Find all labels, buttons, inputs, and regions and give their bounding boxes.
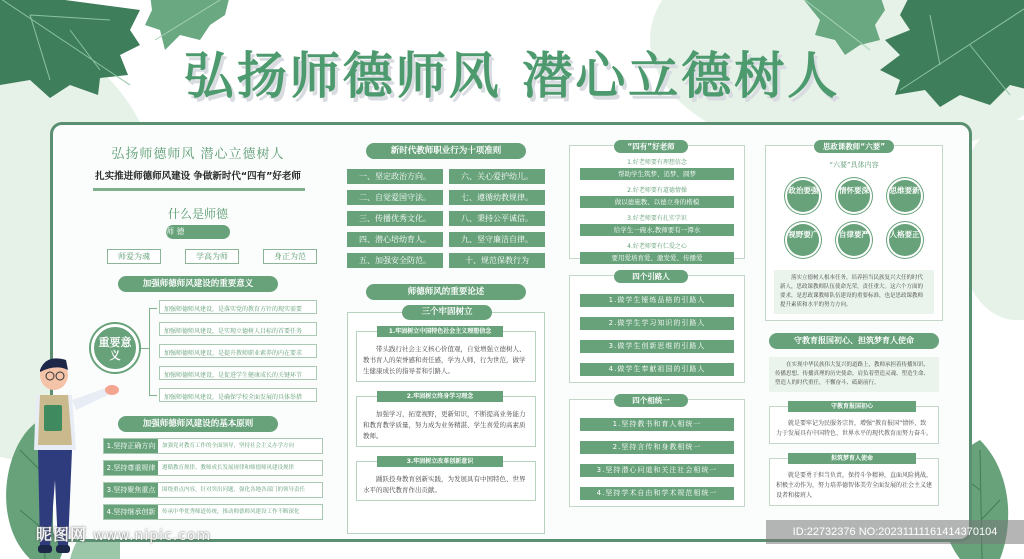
four-have-item-bar: 做以德施教、以德立身的楷模 [580,196,734,208]
rule-item: 一、坚定政治方向。 [347,169,443,184]
rule-item: 六、关心爱护幼儿。 [449,169,545,184]
firm-caption: 3.牢固树立改革创新意识 [377,456,503,467]
unity-item: 4.坚持学术自由和学术规范相统一 [580,487,734,500]
firm-item [356,458,536,501]
three-firm-title: 三个牢固树立 [402,305,492,320]
rule-item: 七、遵循幼教规律。 [449,190,545,205]
four-have-item-title: 2.好老师要有道德情操 [627,187,687,194]
principle-key: 1.坚持正确方向 [104,439,158,453]
principle-value: 遵循教育规律、教师成长发展规律和师德师风建设规律 [162,465,295,471]
mission-caption: 守教育报国初心 [788,401,916,412]
guide-item: 2.做学生学习知识的引路人 [580,317,734,330]
mission-text: 就是要勇于担当负责，保持斗争精神，直面风险挑战，积极主动作为，努力培养德智体美劳全面发展的社会主义建设者和接班人 [776,472,933,499]
four-have-item-bar: 要用爱培育爱、激发爱、传播爱 [580,252,734,264]
rules-grid [347,169,545,268]
six-musts-title: 思政课教师“六要” [814,140,894,153]
four-have-item-bar: 给学生一碗水,教师要有一潭水 [580,224,734,236]
firm-text: 踊跃投身教育创新实践，为发展具有中国特色、世界水平的现代教育作出贡献。 [363,475,526,494]
principle-key: 2.坚持尊重规律 [104,461,158,475]
divider [93,188,305,191]
connector [141,348,149,349]
four-have-item-title: 4.好老师要有仁爱之心 [627,243,687,250]
principles-list [103,438,323,520]
unity-item: 1.坚持教书和育人相统一 [580,418,734,431]
firm-text: 带头践行社会主义核心价值观，自觉增强立德树人、教书育人的荣誉感和责任感，学为人师，行为世范，做学生健康成长的指导者和引路人。 [363,345,526,375]
rule-item: 八、秉持公平诚信。 [449,211,545,226]
column-code-of-conduct [343,125,549,534]
mission-item [769,403,939,444]
unity-item: 3.坚持潜心问道和关注社会相统一 [580,464,734,477]
rule-item: 四、潜心培幼育人。 [347,232,443,247]
list-item: 加强师德师风建设，是实现立德树人目标的首要任务 [159,322,317,336]
rules-title: 新时代教师职业行为十项准则 [366,143,526,159]
principle-row [103,460,323,476]
section-heading: 弘扬师德师风 潜心立德树人 [111,147,285,162]
principle-value: 传承中华优秀师道传统，推动师德师风建设工作不断深化 [162,509,300,515]
must-circle: 情怀要深 [838,180,870,212]
six-musts-circles [778,180,930,256]
principle-key: 3.坚持聚焦重点 [104,483,158,497]
unity-item: 2.坚持言传和身教相统一 [580,441,734,454]
tree-child: 学高为师 [185,249,239,264]
four-guides-title: 四个引路人 [614,270,688,283]
three-firm-box [347,307,545,534]
significance-list [159,300,317,410]
four-guides-box [569,272,745,383]
firm-item [356,328,536,382]
must-circle: 思维要新 [889,180,921,212]
four-unities-title: 四个相统一 [614,394,688,407]
principle-key: 4.坚持继承创新 [104,505,158,519]
must-circle: 视野要广 [787,224,819,256]
mission-text: 就是要牢记为民服务宗旨，增强“教育报国”情怀，致力于发展具有中国特色、世界水平的现代教育而努力奋斗。 [776,420,933,437]
rule-item: 五、加强安全防范。 [347,253,443,268]
column-good-teacher [569,125,745,507]
content-board [50,122,972,542]
must-circle: 自律要严 [838,224,870,256]
guide-item: 3.做学生创新思维的引路人 [580,340,734,353]
list-item: 加强师德师风建设，是促进学生健康成长的关键环节 [159,366,317,380]
what-is-ethics-title: 什么是师德 [167,207,228,221]
rule-item: 十、规范保教行为 [449,253,545,268]
six-musts-box [765,142,943,321]
mission-note: 在实现中华民族伟大复兴的道路上，教师承担着传播知识、传播思想、传播真理的历史使命，肩负着塑造灵魂、塑造生命、塑造人的时代重任，不懈奋斗、砥砺前行。 [769,357,939,392]
principle-row [103,482,323,498]
firm-caption: 1.牢固树立中国特色社会主义理想信念 [377,326,503,337]
firm-text: 加强学习，拓宽视野，更新知识，不断提高业务能力和教育教学质量，努力成为业务精湛、学生喜爱的高素质教师。 [363,410,526,440]
discourse-title: 师德师风的重要论述 [366,284,526,300]
firm-caption: 2.牢固树立终身学习理念 [377,391,503,402]
mission-title: 守教育报国初心、担筑梦育人使命 [769,333,939,349]
six-musts-note: 落实立德树人根本任务，培养担当民族复兴大任的时代新人，思政课教师队伍使命光荣，责任重大。这六个方面的要求，是思政课教师队伍建设的重要标准，也是思政课教师提升素质和水平的努力方向。 [774,270,934,314]
four-unities-box [569,396,745,507]
tree-child: 师爱为魂 [107,249,161,264]
principle-row [103,438,323,454]
watermark-brand: 昵图网 [36,525,88,544]
principle-row [103,504,323,520]
tree-children [107,249,317,264]
four-have-item-bar: 帮助学生筑梦、追梦、圆梦 [580,168,734,180]
mission-item [769,455,939,506]
four-have-title: “四有”好老师 [614,140,688,153]
watermark-logo [36,522,211,545]
list-item: 加强师德师风建设，是落实党的教育方针的现实需要 [159,300,317,314]
rule-item: 九、坚守廉洁自律。 [449,232,545,247]
list-item: 加强师德师风建设，是提升教师职业素养的内在要求 [159,344,317,358]
firm-item [356,393,536,447]
four-have-box [569,142,745,262]
principle-value: 围绕重点内容，针对突出问题，强化各地各部门的领导责任 [162,487,306,493]
watermark-url: www.nipic.com [93,528,212,544]
significance-circle: 重要意义 [91,324,139,372]
watermark-id: ID:22732376 NO:20231111161414370104 [766,520,1024,544]
mission-caption: 担筑梦育人使命 [788,453,916,464]
page-title: 弘扬师德师风 潜心立德树人 [183,47,841,105]
six-musts-subtitle: “六要”具体内容 [829,161,879,169]
significance-title: 加强师德师风建设的重要意义 [118,276,278,292]
four-have-item-title: 3.好老师要有扎实学识 [627,215,687,222]
column-ideology-teacher [765,125,943,506]
tree-root: 师 德 [166,225,230,239]
must-circle: 政治要强 [787,180,819,212]
list-item: 加强师德师风建设，是确保学校全面发展的具体举措 [159,388,317,402]
principles-title: 加强师德师风建设的基本原则 [118,416,278,432]
guide-item: 4.做学生奉献祖国的引路人 [580,363,734,376]
rule-item: 二、自觉爱国守法。 [347,190,443,205]
guide-item: 1.做学生锤炼品格的引路人 [580,294,734,307]
connector [149,308,157,396]
tree-child: 身正为范 [263,249,317,264]
section-subheading: 扎实推进师德师风建设 争做新时代“四有”好老师 [95,171,301,182]
rule-item: 三、传播优秀文化。 [347,211,443,226]
four-have-item-title: 1.好老师要有理想信念 [627,159,687,166]
principle-value: 加强党对教育工作的全面领导，坚持社会主义办学方向 [162,443,295,449]
must-circle: 人格要正 [889,224,921,256]
